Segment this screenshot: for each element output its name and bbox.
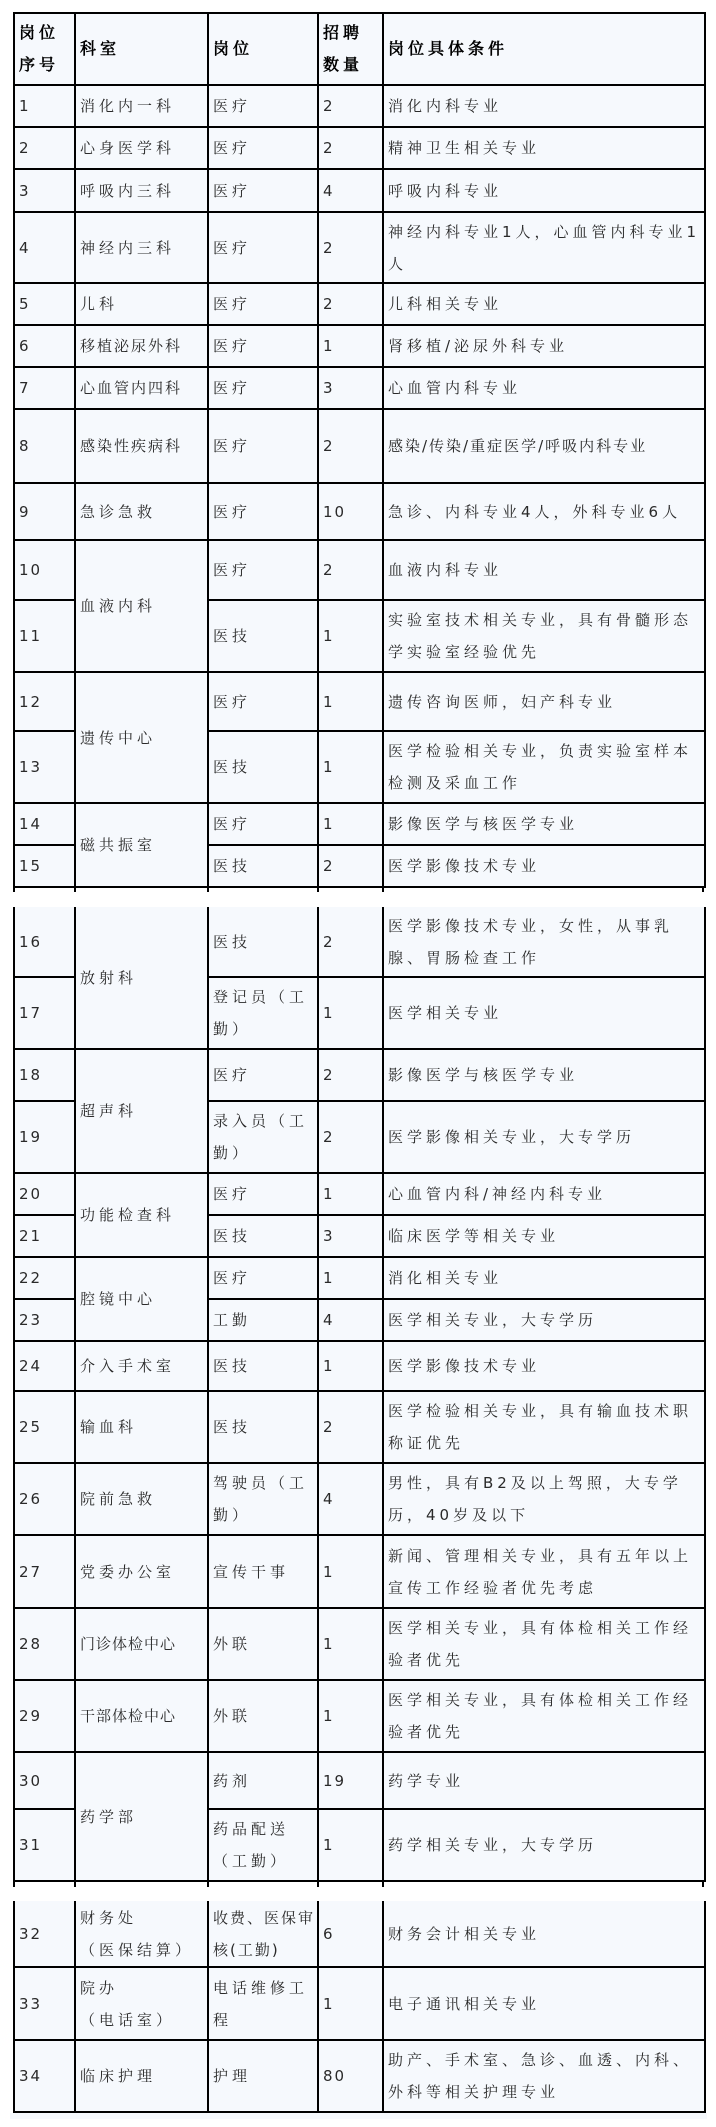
- cell-seq: 21: [14, 1215, 75, 1257]
- cell-count: 1: [318, 325, 383, 367]
- cell-post: 护理: [208, 2040, 318, 2112]
- cell-count: 2: [318, 540, 383, 600]
- cell-seq: 22: [14, 1257, 75, 1299]
- recruitment-table: [13, 12, 706, 888]
- cell-post: 药品配送（工勤）: [208, 1809, 318, 1881]
- cell-post: 电话维修工程: [208, 1967, 318, 2040]
- cell-count: 2: [318, 85, 383, 127]
- cell-count: 1: [318, 1680, 383, 1752]
- cell-seq: 31: [14, 1809, 75, 1881]
- cell-count: 2: [318, 409, 383, 483]
- table-row: [14, 1901, 705, 1967]
- cell-seq: 3: [14, 169, 75, 212]
- cell-count: 2: [318, 1391, 383, 1463]
- cell-post: 医技: [208, 1341, 318, 1391]
- header-dept: 科室: [75, 13, 208, 85]
- cell-cond: 医学影像技术专业，女性，从事乳腺、胃肠检查工作: [383, 907, 705, 977]
- cell-post: 医疗: [208, 540, 318, 600]
- cell-cond: 心血管内科专业: [383, 367, 705, 409]
- cell-cond: 男性，具有B2及以上驾照，大专学历，40岁及以下: [383, 1463, 705, 1535]
- cell-count: 80: [318, 2040, 383, 2112]
- cell-cond: 医学相关专业: [383, 977, 705, 1049]
- cell-dept: 临床护理: [75, 2040, 208, 2112]
- table-break-stub: [13, 886, 704, 892]
- cell-dept: 感染性疾病科: [75, 409, 208, 483]
- cell-dept-merged: 腔镜中心: [75, 1257, 208, 1341]
- cell-seq: 27: [14, 1535, 75, 1608]
- header-count: 招聘 数量: [318, 13, 383, 85]
- cell-cond: 财务会计相关专业: [383, 1901, 705, 1967]
- table-row: [14, 85, 705, 127]
- cell-seq: 12: [14, 672, 75, 731]
- table-row: [14, 1752, 705, 1809]
- cell-seq: 19: [14, 1101, 75, 1173]
- cell-post: 驾驶员（工勤）: [208, 1463, 318, 1535]
- cell-seq: 20: [14, 1173, 75, 1215]
- cell-dept: 院前急救: [75, 1463, 208, 1535]
- cell-seq: 26: [14, 1463, 75, 1535]
- cell-count: 2: [318, 283, 383, 325]
- cell-dept-merged: 遗传中心: [75, 672, 208, 803]
- cell-post: 医技: [208, 600, 318, 672]
- table-break-stub: [13, 1881, 704, 1887]
- table-row: [14, 907, 705, 977]
- cell-dept: 儿科: [75, 283, 208, 325]
- cell-count: 1: [318, 1967, 383, 2040]
- cell-seq: 23: [14, 1299, 75, 1341]
- cell-count: 1: [318, 1173, 383, 1215]
- cell-post: 宣传干事: [208, 1535, 318, 1608]
- cell-count: 1: [318, 1341, 383, 1391]
- cell-post: 医疗: [208, 283, 318, 325]
- cell-dept-merged: 血液内科: [75, 540, 208, 672]
- cell-dept: 介入手术室: [75, 1341, 208, 1391]
- cell-dept: 急诊急救: [75, 483, 208, 540]
- cell-count: 4: [318, 169, 383, 212]
- cell-cond: 心血管内科/神经内科专业: [383, 1173, 705, 1215]
- cell-count: 19: [318, 1752, 383, 1809]
- cell-seq: 28: [14, 1608, 75, 1680]
- cell-post: 医疗: [208, 483, 318, 540]
- cell-cond: 医学影像相关专业，大专学历: [383, 1101, 705, 1173]
- cell-count: 1: [318, 731, 383, 803]
- cell-cond: 神经内科专业1人，心血管内科专业1人: [383, 212, 705, 283]
- cell-dept: 心血管内四科: [75, 367, 208, 409]
- table-segment-3: [13, 1901, 704, 2113]
- cell-seq: 11: [14, 600, 75, 672]
- table-row: [14, 1967, 705, 2040]
- cell-seq: 1: [14, 85, 75, 127]
- cell-post: 医疗: [208, 409, 318, 483]
- cell-dept-merged: 超声科: [75, 1049, 208, 1173]
- cell-dept: 门诊体检中心: [75, 1608, 208, 1680]
- cell-cond: 新闻、管理相关专业，具有五年以上宣传工作经验者优先考虑: [383, 1535, 705, 1608]
- cell-seq: 34: [14, 2040, 75, 2112]
- cell-seq: 16: [14, 907, 75, 977]
- cell-post: 医疗: [208, 325, 318, 367]
- cell-seq: 30: [14, 1752, 75, 1809]
- cell-count: 6: [318, 1901, 383, 1967]
- cell-cond: 医学检验相关专业，负责实验室样本检测及采血工作: [383, 731, 705, 803]
- cell-cond: 影像医学与核医学专业: [383, 1049, 705, 1101]
- table-row: [14, 1391, 705, 1463]
- cell-dept-merged: 药学部: [75, 1752, 208, 1881]
- cell-seq: 25: [14, 1391, 75, 1463]
- table-row: [14, 1257, 705, 1299]
- cell-count: 2: [318, 127, 383, 169]
- cell-cond: 肾移植/泌尿外科专业: [383, 325, 705, 367]
- cell-cond: 急诊、内科专业4人，外科专业6人: [383, 483, 705, 540]
- cell-cond: 医学影像技术专业: [383, 1341, 705, 1391]
- cell-cond: 影像医学与核医学专业: [383, 803, 705, 845]
- cell-count: 1: [318, 1608, 383, 1680]
- cell-cond: 医学相关专业，大专学历: [383, 1299, 705, 1341]
- cell-seq: 14: [14, 803, 75, 845]
- table-row: [14, 367, 705, 409]
- cell-count: 2: [318, 907, 383, 977]
- cell-post: 医技: [208, 731, 318, 803]
- table-row: [14, 127, 705, 169]
- table-row: [14, 483, 705, 540]
- table-row: [14, 1341, 705, 1391]
- cell-seq: 4: [14, 212, 75, 283]
- cell-count: 3: [318, 1215, 383, 1257]
- cell-count: 1: [318, 1257, 383, 1299]
- cell-post: 工勤: [208, 1299, 318, 1341]
- cell-post: 药剂: [208, 1752, 318, 1809]
- bottom-strip: [10, 2113, 707, 2119]
- cell-seq: 33: [14, 1967, 75, 2040]
- table-row: [14, 672, 705, 731]
- table-row: [14, 283, 705, 325]
- cell-dept-merged: 功能检查科: [75, 1173, 208, 1257]
- cell-cond: 药学专业: [383, 1752, 705, 1809]
- cell-seq: 24: [14, 1341, 75, 1391]
- cell-post: 医技: [208, 845, 318, 887]
- recruitment-table-continued: [13, 907, 706, 1882]
- cell-post: 医疗: [208, 127, 318, 169]
- cell-dept: 呼吸内三科: [75, 169, 208, 212]
- cell-cond: 儿科相关专业: [383, 283, 705, 325]
- cell-count: 2: [318, 845, 383, 887]
- cell-post: 医疗: [208, 212, 318, 283]
- cell-post: 医技: [208, 1215, 318, 1257]
- cell-cond: 感染/传染/重症医学/呼吸内科专业: [383, 409, 705, 483]
- table-row: [14, 540, 705, 600]
- cell-dept: 心身医学科: [75, 127, 208, 169]
- cell-seq: 10: [14, 540, 75, 600]
- header-post: 岗位: [208, 13, 318, 85]
- cell-count: 3: [318, 367, 383, 409]
- table-row: [14, 212, 705, 283]
- cell-seq: 29: [14, 1680, 75, 1752]
- header-row: [14, 13, 705, 85]
- cell-cond: 血液内科专业: [383, 540, 705, 600]
- cell-cond: 消化内科专业: [383, 85, 705, 127]
- cell-seq: 2: [14, 127, 75, 169]
- cell-count: 1: [318, 977, 383, 1049]
- table-row: [14, 169, 705, 212]
- cell-count: 2: [318, 212, 383, 283]
- table-row: [14, 1680, 705, 1752]
- cell-post: 外联: [208, 1680, 318, 1752]
- cell-post: 医技: [208, 1391, 318, 1463]
- cell-dept: 党委办公室: [75, 1535, 208, 1608]
- table-row: [14, 1608, 705, 1680]
- cell-dept-merged: 放射科: [75, 907, 208, 1049]
- cell-post: 医技: [208, 907, 318, 977]
- cell-count: 1: [318, 803, 383, 845]
- table-segment-2: [13, 907, 704, 1882]
- table-row: [14, 1049, 705, 1101]
- cell-dept: 财务处 （医保结算）: [75, 1901, 208, 1967]
- cell-cond: 精神卫生相关专业: [383, 127, 705, 169]
- table-row: [14, 1535, 705, 1608]
- cell-cond: 电子通讯相关专业: [383, 1967, 705, 2040]
- cell-cond: 医学检验相关专业，具有输血技术职称证优先: [383, 1391, 705, 1463]
- cell-cond: 医学影像技术专业: [383, 845, 705, 887]
- cell-count: 1: [318, 672, 383, 731]
- cell-seq: 18: [14, 1049, 75, 1101]
- table-row: [14, 325, 705, 367]
- cell-cond: 临床医学等相关专业: [383, 1215, 705, 1257]
- table-row: [14, 803, 705, 845]
- cell-seq: 9: [14, 483, 75, 540]
- cell-post: 医疗: [208, 367, 318, 409]
- table-segment-1: [13, 12, 704, 888]
- cell-cond: 药学相关专业，大专学历: [383, 1809, 705, 1881]
- cell-cond: 呼吸内科专业: [383, 169, 705, 212]
- cell-dept: 干部体检中心: [75, 1680, 208, 1752]
- cell-seq: 7: [14, 367, 75, 409]
- cell-post: 医疗: [208, 1173, 318, 1215]
- cell-dept: 移植泌尿外科: [75, 325, 208, 367]
- cell-dept: 神经内三科: [75, 212, 208, 283]
- cell-post: 录入员（工勤）: [208, 1101, 318, 1173]
- cell-post: 收费、医保审核(工勤): [208, 1901, 318, 1967]
- cell-count: 4: [318, 1463, 383, 1535]
- cell-seq: 6: [14, 325, 75, 367]
- cell-cond: 医学相关专业，具有体检相关工作经验者优先: [383, 1680, 705, 1752]
- cell-post: 医疗: [208, 672, 318, 731]
- cell-cond: 助产、手术室、急诊、血透、内科、外科等相关护理专业: [383, 2040, 705, 2112]
- cell-seq: 32: [14, 1901, 75, 1967]
- cell-post: 医疗: [208, 169, 318, 212]
- cell-cond: 消化相关专业: [383, 1257, 705, 1299]
- cell-count: 2: [318, 1049, 383, 1101]
- cell-post: 医疗: [208, 803, 318, 845]
- header-seq: 岗位 序号: [14, 13, 75, 85]
- cell-count: 10: [318, 483, 383, 540]
- cell-dept: 院办 （电话室）: [75, 1967, 208, 2040]
- cell-count: 2: [318, 1101, 383, 1173]
- cell-count: 1: [318, 600, 383, 672]
- cell-post: 登记员（工勤）: [208, 977, 318, 1049]
- cell-dept: 消化内一科: [75, 85, 208, 127]
- cell-seq: 17: [14, 977, 75, 1049]
- cell-seq: 13: [14, 731, 75, 803]
- table-row: [14, 2040, 705, 2112]
- cell-cond: 医学相关专业，具有体检相关工作经验者优先: [383, 1608, 705, 1680]
- cell-cond: 遗传咨询医师，妇产科专业: [383, 672, 705, 731]
- cell-post: 外联: [208, 1608, 318, 1680]
- cell-dept: 输血科: [75, 1391, 208, 1463]
- cell-seq: 8: [14, 409, 75, 483]
- cell-post: 医疗: [208, 1049, 318, 1101]
- table-row: [14, 1463, 705, 1535]
- table-row: [14, 1173, 705, 1215]
- cell-seq: 15: [14, 845, 75, 887]
- cell-count: 1: [318, 1809, 383, 1881]
- cell-cond: 实验室技术相关专业，具有骨髓形态学实验室经验优先: [383, 600, 705, 672]
- table-row: [14, 409, 705, 483]
- cell-post: 医疗: [208, 85, 318, 127]
- recruitment-table-continued-2: [13, 1901, 706, 2113]
- header-conditions: 岗位具体条件: [383, 13, 705, 85]
- cell-count: 4: [318, 1299, 383, 1341]
- cell-seq: 5: [14, 283, 75, 325]
- cell-dept-merged: 磁共振室: [75, 803, 208, 887]
- cell-count: 1: [318, 1535, 383, 1608]
- cell-post: 医疗: [208, 1257, 318, 1299]
